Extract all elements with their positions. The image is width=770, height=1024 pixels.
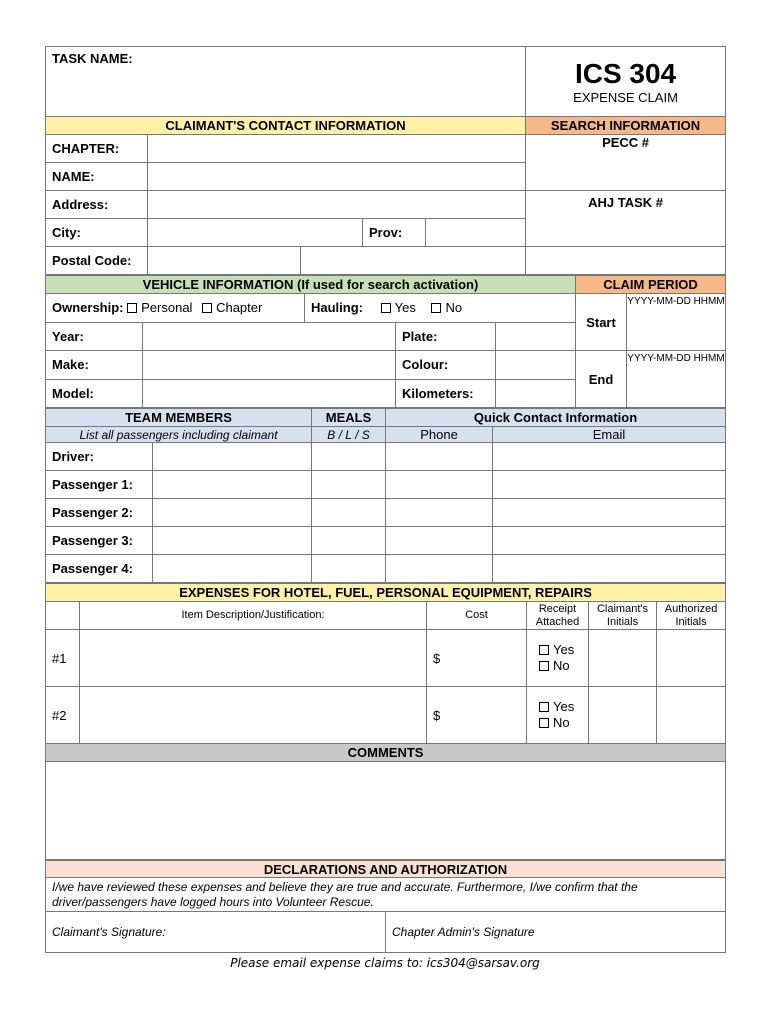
declarations-text: I/we have reviewed these expenses and believe they are true and accurate. Furthermore, I/we confirm that the driver/passengers have logged hours into Volunteer Rescue. <box>46 878 726 912</box>
comments-field[interactable] <box>46 762 726 860</box>
expense-1-cost-field[interactable] <box>427 630 527 687</box>
checkbox-icon <box>539 661 549 671</box>
kilometers-label: Kilometers: <box>396 379 496 408</box>
passenger-3-email-field[interactable] <box>493 527 726 555</box>
plate-label: Plate: <box>396 322 496 351</box>
pecc-field[interactable] <box>526 135 726 191</box>
form-code: ICS 304 <box>574 58 677 89</box>
ownership-label: Ownership: <box>52 300 124 316</box>
passenger-1-label: Passenger 1: <box>46 471 153 499</box>
checkbox-icon <box>381 303 391 313</box>
hauling-no-checkbox[interactable] <box>431 300 462 315</box>
expense-1-number: #1 <box>46 630 80 687</box>
chapter-field[interactable] <box>148 135 526 163</box>
expense-2-receipt-yes[interactable]: Yes <box>539 699 588 715</box>
description-header: Item Description/Justification: <box>80 602 427 630</box>
hauling-yes-label: Yes <box>394 300 416 316</box>
form-title: EXPENSE CLAIM <box>573 90 678 105</box>
postal-blank <box>301 247 526 275</box>
cost-header: Cost <box>427 602 527 630</box>
expense-2-receipt-no[interactable]: No <box>539 715 588 731</box>
passenger-4-email-field[interactable] <box>493 555 726 583</box>
claimant-initials-header: Claimant's Initials <box>589 602 657 630</box>
address-label: Address: <box>46 191 148 219</box>
expense-2-number: #2 <box>46 687 80 744</box>
start-format-hint: YYYY-MM-DD HHMM <box>627 296 725 307</box>
hauling-yes-checkbox[interactable] <box>381 300 416 315</box>
passenger-2-name-field[interactable] <box>153 499 312 527</box>
personal-checkbox[interactable] <box>127 300 192 315</box>
prov-field[interactable] <box>426 219 526 247</box>
year-label: Year: <box>46 322 143 351</box>
passenger-2-email-field[interactable] <box>493 499 726 527</box>
claim-start-block <box>576 294 726 351</box>
expenses-title: EXPENSES FOR HOTEL, FUEL, PERSONAL EQUIPMENT, REPAIRS <box>46 584 726 602</box>
name-label: NAME: <box>46 163 148 191</box>
claimant-signature-label: Claimant's Signature: <box>52 925 166 939</box>
personal-label: Personal <box>141 300 193 316</box>
expense-1-receipt <box>527 630 589 687</box>
phone-header: Phone <box>386 427 493 443</box>
city-label: City: <box>46 219 148 247</box>
model-field[interactable] <box>143 379 396 408</box>
footer-note: Please email expense claims to: ics304@sarsav.org <box>230 956 540 970</box>
meals-title: MEALS <box>312 409 386 427</box>
expense-1-authorized-initials[interactable] <box>657 630 726 687</box>
meals-subtitle: B / L / S <box>312 427 386 443</box>
receipt-header: Receipt Attached <box>527 602 589 630</box>
start-datetime-field[interactable] <box>627 294 725 350</box>
expense-num-header <box>46 602 80 630</box>
passenger-1-phone-field[interactable] <box>386 471 493 499</box>
plate-field[interactable] <box>496 322 576 351</box>
expense-2-description-field[interactable] <box>80 687 427 744</box>
chapter-label: CHAPTER: <box>46 135 148 163</box>
passenger-1-email-field[interactable] <box>493 471 726 499</box>
expense-1-description-field[interactable] <box>80 630 427 687</box>
declarations-table <box>45 860 726 953</box>
checkbox-icon <box>539 702 549 712</box>
claimant-signature-field[interactable] <box>46 912 386 953</box>
checkbox-icon <box>127 303 137 313</box>
passenger-2-phone-field[interactable] <box>386 499 493 527</box>
contact-title: Quick Contact Information <box>386 409 726 427</box>
declarations-title: DECLARATIONS AND AUTHORIZATION <box>46 861 726 878</box>
year-field[interactable] <box>143 322 396 351</box>
expense-1-receipt-yes[interactable]: Yes <box>539 642 588 658</box>
ahj-task-field[interactable] <box>526 191 726 247</box>
admin-signature-field[interactable] <box>386 912 726 953</box>
end-label: End <box>576 351 627 407</box>
passenger-2-label: Passenger 2: <box>46 499 153 527</box>
header-table <box>45 46 726 275</box>
passenger-2-meals-field[interactable] <box>312 499 386 527</box>
dollar-sign: $ <box>433 650 441 666</box>
checkbox-icon <box>539 718 549 728</box>
hauling-row <box>305 294 576 323</box>
claim-end-block <box>576 351 726 408</box>
expense-2-receipt <box>527 687 589 744</box>
claim-period-title: CLAIM PERIOD <box>576 276 726 294</box>
driver-name-field[interactable] <box>153 443 312 471</box>
task-name-label: TASK NAME: <box>52 51 133 66</box>
team-table <box>45 408 726 583</box>
expense-2-claimant-initials[interactable] <box>589 687 657 744</box>
email-header: Email <box>493 427 726 443</box>
expense-1-claimant-initials[interactable] <box>589 630 657 687</box>
driver-phone-field[interactable] <box>386 443 493 471</box>
chapter-option-label: Chapter <box>216 300 263 316</box>
form-title-block <box>526 47 726 117</box>
passenger-4-phone-field[interactable] <box>386 555 493 583</box>
make-label: Make: <box>46 351 143 380</box>
passenger-3-phone-field[interactable] <box>386 527 493 555</box>
task-name-field[interactable] <box>46 47 526 117</box>
address-field[interactable] <box>148 191 526 219</box>
passenger-1-name-field[interactable] <box>153 471 312 499</box>
passenger-1-meals-field[interactable] <box>312 471 386 499</box>
admin-signature-label: Chapter Admin's Signature <box>392 925 535 939</box>
ownership-row <box>46 294 305 323</box>
city-field[interactable] <box>148 219 363 247</box>
expense-1-receipt-no[interactable]: No <box>539 658 588 674</box>
passenger-3-name-field[interactable] <box>153 527 312 555</box>
driver-email-field[interactable] <box>493 443 726 471</box>
start-label: Start <box>576 294 627 350</box>
dollar-sign: $ <box>433 707 441 723</box>
claimant-section-title: CLAIMANT'S CONTACT INFORMATION <box>46 117 526 135</box>
expense-2-cost-field[interactable] <box>427 687 527 744</box>
search-blank <box>526 247 726 275</box>
passenger-4-name-field[interactable] <box>153 555 312 583</box>
team-members-subtitle: List all passengers including claimant <box>46 427 312 443</box>
make-field[interactable] <box>143 351 396 380</box>
comments-title: COMMENTS <box>46 744 726 762</box>
name-field[interactable] <box>148 163 526 191</box>
end-format-hint: YYYY-MM-DD HHMM <box>627 353 725 364</box>
driver-meals-field[interactable] <box>312 443 386 471</box>
checkbox-icon <box>431 303 441 313</box>
search-section-title: SEARCH INFORMATION <box>526 117 726 135</box>
pecc-label: PECC # <box>602 135 650 150</box>
kilometers-field[interactable] <box>496 379 576 408</box>
colour-field[interactable] <box>496 351 576 380</box>
expense-2-authorized-initials[interactable] <box>657 687 726 744</box>
chapter-checkbox[interactable] <box>202 300 262 315</box>
passenger-3-meals-field[interactable] <box>312 527 386 555</box>
hauling-label: Hauling: <box>311 300 363 316</box>
model-label: Model: <box>46 379 143 408</box>
vehicle-table <box>45 275 726 408</box>
hauling-no-label: No <box>445 300 463 316</box>
authorized-initials-header: Authorized Initials <box>657 602 726 630</box>
expenses-table <box>45 583 726 860</box>
checkbox-icon <box>539 645 549 655</box>
ahj-task-label: AHJ TASK # <box>588 195 663 210</box>
end-datetime-field[interactable] <box>627 351 725 407</box>
postal-code-label: Postal Code: <box>46 247 148 275</box>
passenger-3-label: Passenger 3: <box>46 527 153 555</box>
passenger-4-meals-field[interactable] <box>312 555 386 583</box>
colour-label: Colour: <box>396 351 496 380</box>
vehicle-section-title: VEHICLE INFORMATION (If used for search activation) <box>46 276 576 294</box>
checkbox-icon <box>202 303 212 313</box>
expense-claim-form <box>45 46 725 953</box>
passenger-4-label: Passenger 4: <box>46 555 153 583</box>
driver-label: Driver: <box>46 443 153 471</box>
postal-code-field[interactable] <box>148 247 301 275</box>
team-members-title: TEAM MEMBERS <box>46 409 312 427</box>
prov-label: Prov: <box>363 219 426 247</box>
